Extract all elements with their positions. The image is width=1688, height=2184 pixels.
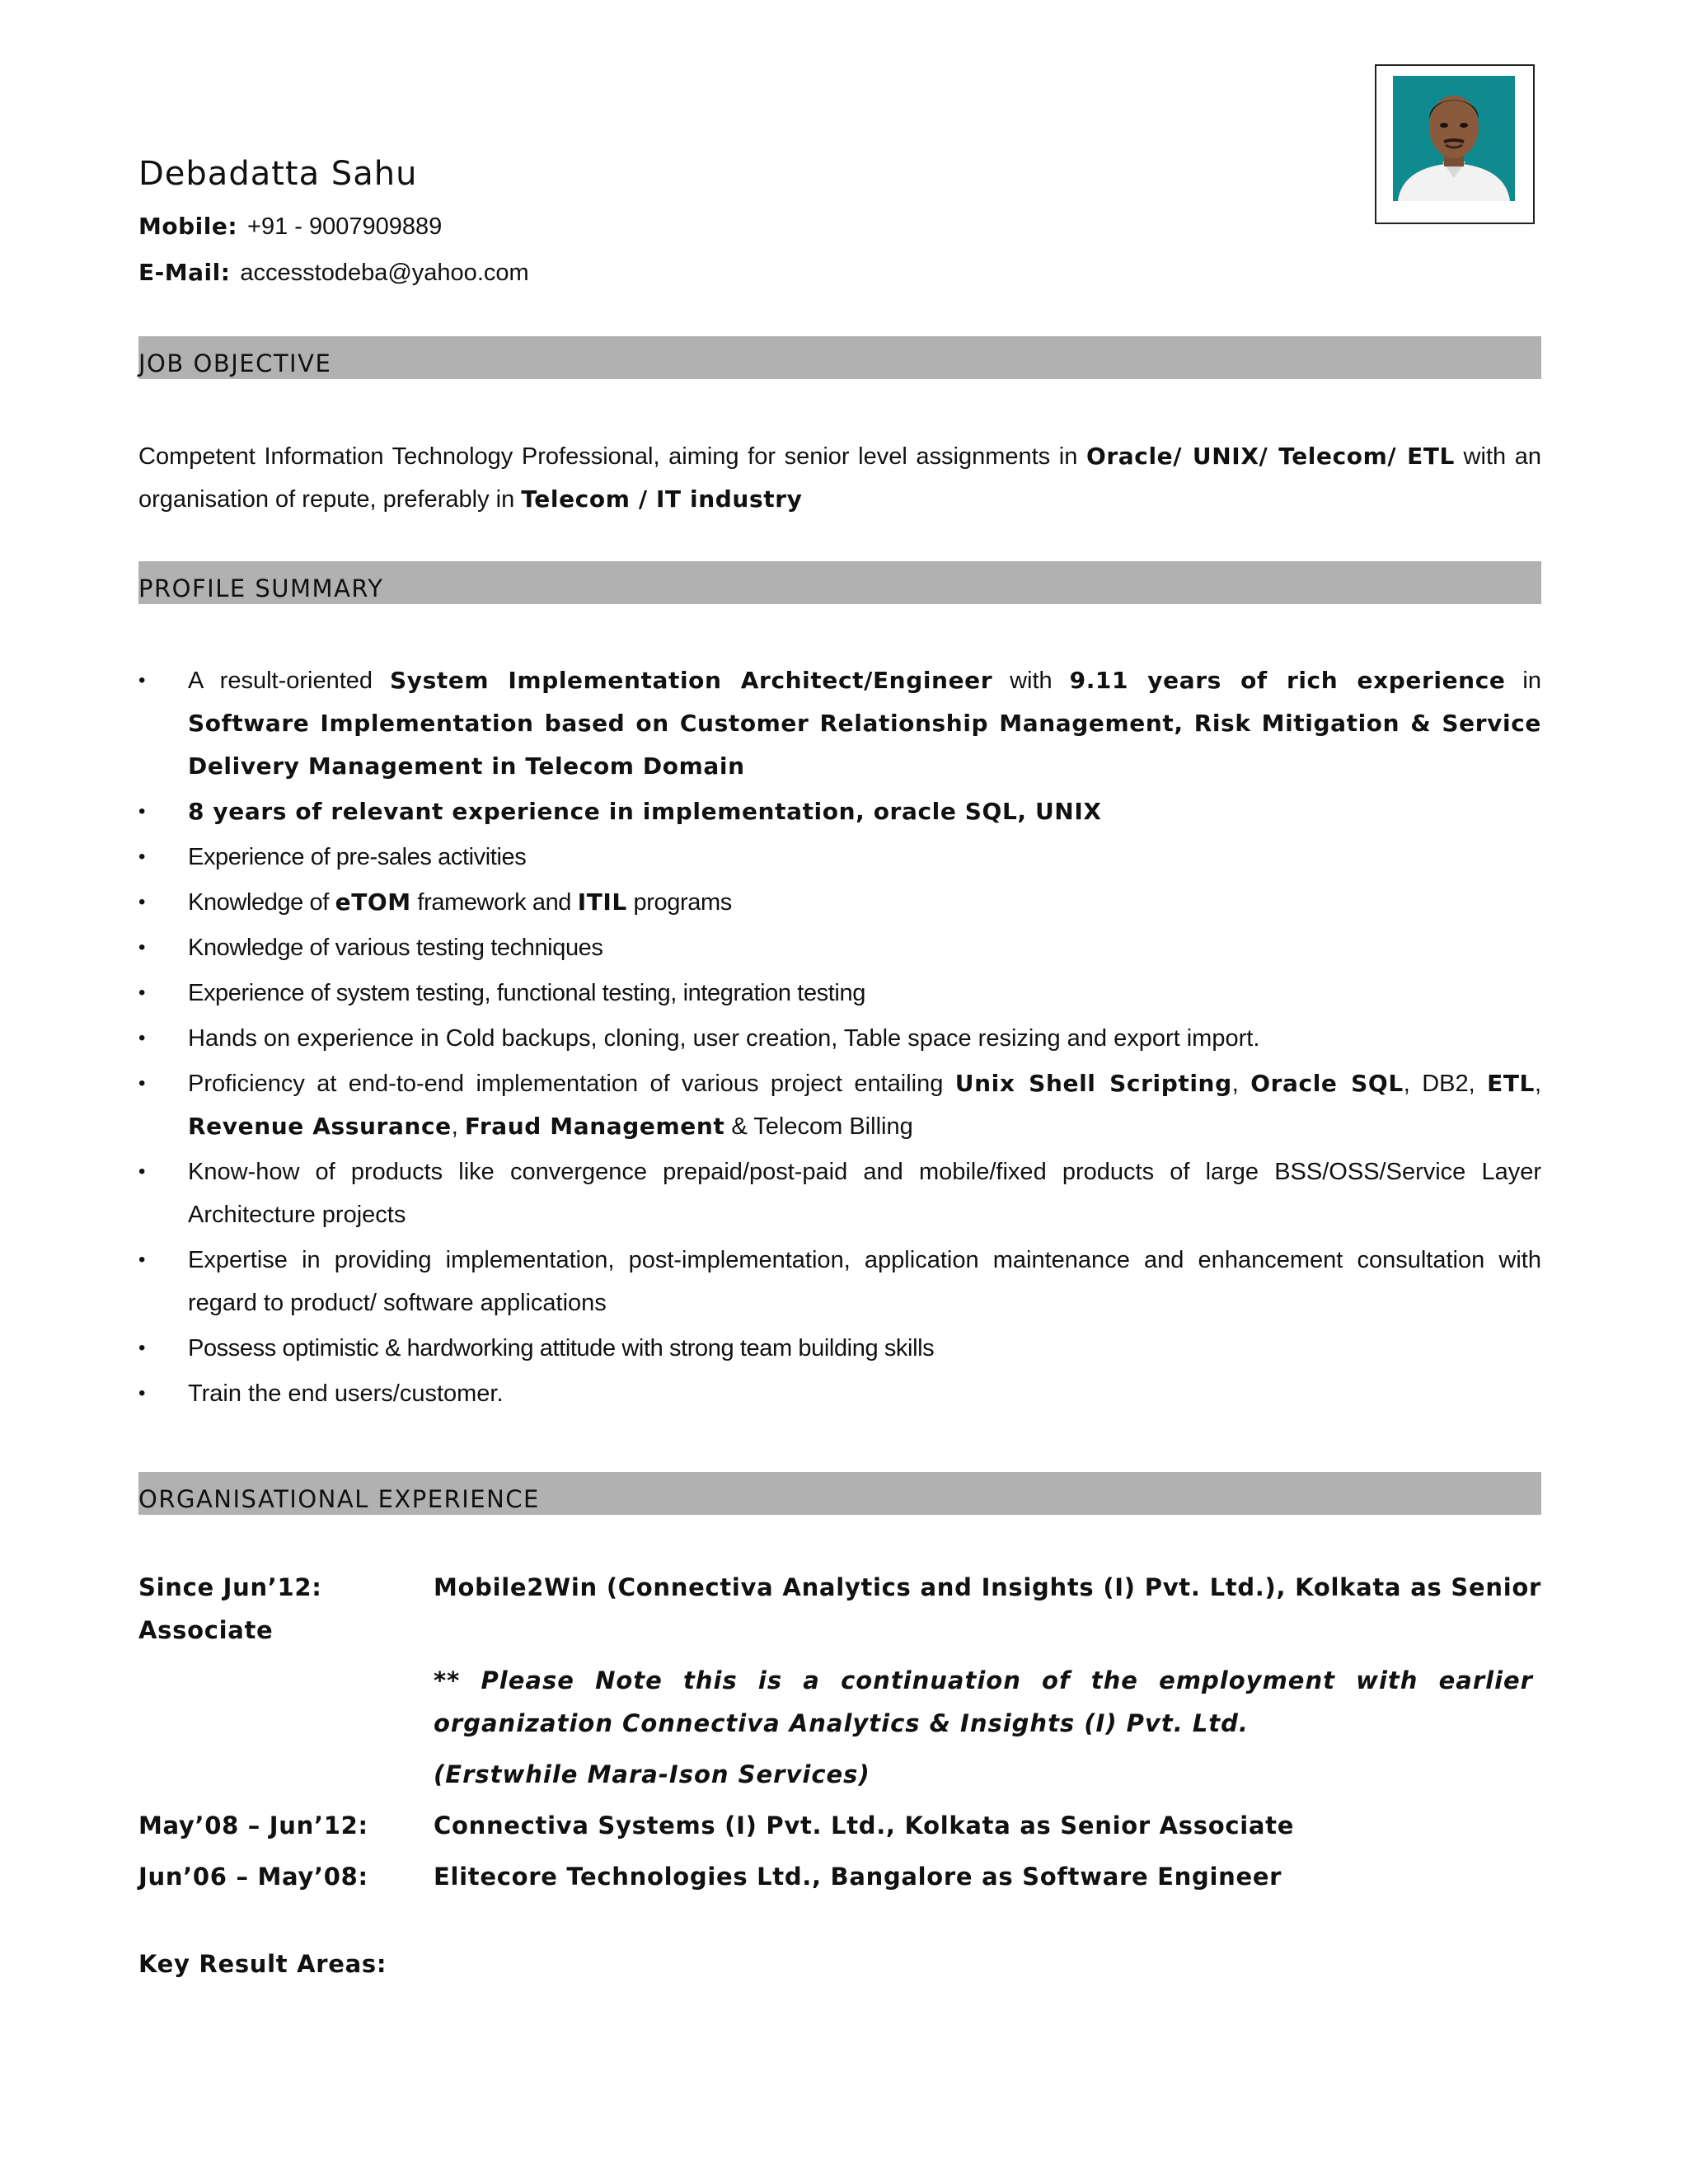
mobile-label: Mobile: xyxy=(138,213,238,240)
section-title: PROFILE SUMMARY xyxy=(138,574,384,602)
list-item: • Possess optimistic & hardworking attitude with strong team building skills xyxy=(138,1327,1541,1370)
list-item: • Proficiency at end-to-end implementation of various project entailing Unix Shell Scripting, Oracle SQL, DB2, ETL, Revenue Assurance, Fraud Management & Telecom Billing xyxy=(138,1062,1541,1148)
experience-detail: Mobile2Win (Connectiva Analytics and Insights (I) Pvt. Ltd.), Kolkata as Senior xyxy=(434,1573,1541,1601)
section-header-profile-summary xyxy=(138,561,1541,604)
objective-paragraph xyxy=(138,435,1541,521)
objective-text: with an organisation of repute, preferably in xyxy=(138,443,1541,513)
profile-photo-frame xyxy=(1375,64,1535,224)
experience-entry xyxy=(138,1566,1541,1657)
employment-note-erstwhile: (Erstwhile Mara-Ison Services) xyxy=(434,1760,870,1788)
key-result-areas-heading: Key Result Areas: xyxy=(138,1950,387,1978)
portrait-image xyxy=(1393,76,1515,201)
experience-detail: Connectiva Systems (I) Pvt. Ltd., Kolkata as Senior Associate xyxy=(434,1811,1295,1840)
experience-detail: Elitecore Technologies Ltd., Bangalore as Software Engineer xyxy=(434,1863,1282,1891)
mobile-line xyxy=(138,213,442,241)
section-title: JOB OBJECTIVE xyxy=(138,349,332,377)
list-item: • Hands on experience in Cold backups, cloning, user creation, Table space resizing and export import. xyxy=(138,1017,1541,1060)
objective-industry: Telecom / IT industry xyxy=(521,485,803,513)
list-item: • Train the end users/customer. xyxy=(138,1372,1541,1415)
section-title: ORGANISATIONAL EXPERIENCE xyxy=(138,1485,540,1513)
list-item: • Know-how of products like convergence prepaid/post-paid and mobile/fixed products of large BSS/OSS/Service Layer Architecture projects xyxy=(138,1151,1541,1236)
profile-summary-list xyxy=(138,659,1541,1418)
employment-note: ** Please Note this is a continuation of the employment with earlier organization Connectiva Analytics & Insights (I) Pvt. Ltd. xyxy=(434,1666,1533,1737)
email-line xyxy=(138,259,529,287)
list-item: • Knowledge of eTOM framework and ITIL programs xyxy=(138,881,1541,924)
list-item: • 8 years of relevant experience in implementation, oracle SQL, UNIX xyxy=(138,790,1541,833)
email-value[interactable]: accesstodeba@yahoo.com xyxy=(240,260,529,286)
candidate-name: Debadatta Sahu xyxy=(138,155,418,193)
section-header-job-objective xyxy=(138,336,1541,379)
experience-period: Since Jun’12: xyxy=(138,1573,322,1601)
list-item: • Experience of system testing, functional testing, integration testing xyxy=(138,972,1541,1015)
profile-photo xyxy=(1393,76,1515,201)
experience-detail-continued: Associate xyxy=(138,1616,274,1644)
mobile-value: +91 - 9007909889 xyxy=(247,213,443,240)
objective-text: Competent Information Technology Professional, aiming for senior level assignments in xyxy=(138,443,1086,470)
experience-period: Jun’06 – May’08: xyxy=(138,1863,368,1891)
list-item: • Experience of pre-sales activities xyxy=(138,836,1541,879)
list-item: • Expertise in providing implementation, post-implementation, application maintenance and enhancement consultation with regard to product/ software applications xyxy=(138,1239,1541,1324)
email-label: E-Mail: xyxy=(138,259,231,286)
list-item: • A result-oriented System Implementation Architect/Engineer with 9.11 years of rich experience in Software Implementation based on Customer Relationship Management, Risk Mitigation & Service Delivery Management in Telecom Domain xyxy=(138,659,1541,788)
objective-skills: Oracle/ UNIX/ Telecom/ ETL xyxy=(1085,443,1455,470)
list-item: • Knowledge of various testing techniques xyxy=(138,926,1541,969)
experience-period: May’08 – Jun’12: xyxy=(138,1811,368,1840)
section-header-organisational-experience xyxy=(138,1472,1541,1515)
